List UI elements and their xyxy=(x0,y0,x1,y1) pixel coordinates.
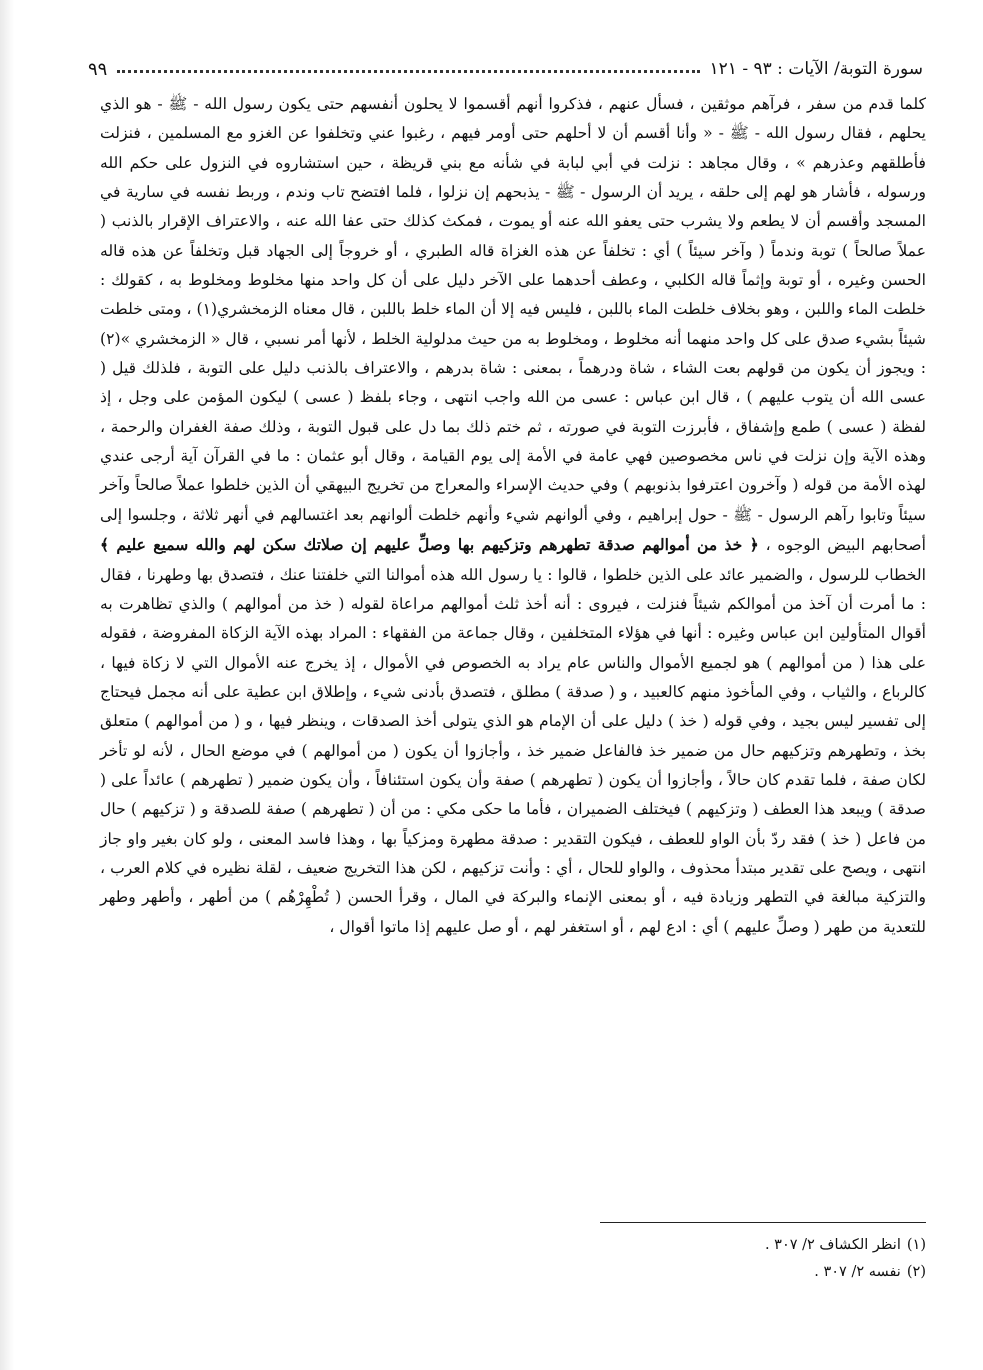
running-head xyxy=(88,56,923,82)
running-title: سورة التوبة/ الآيات : ٩٣ - ١٢١ xyxy=(709,59,923,79)
leader-dots xyxy=(117,70,699,73)
footnote xyxy=(426,1259,926,1286)
footnotes xyxy=(426,1232,926,1286)
footnote-text: انظر الكشاف ٢/ ٣٠٧ . xyxy=(764,1237,901,1253)
quran-verse: ﴿ خذ من أموالهم صدقة تطهرهم وتزكيهم بها وصلِّ عليهم إن صلاتك سكن لهم والله سميع عليم ﴾ xyxy=(100,535,759,555)
footnote-marker: (٢) xyxy=(906,1264,926,1280)
page-number: ٩٩ xyxy=(88,58,108,80)
main-text xyxy=(100,90,926,942)
footnote xyxy=(426,1232,926,1259)
intro-text: كلما قدم من سفر ، فرآهم موثقين ، فسأل عنهم ، فذكروا أنهم أقسموا لا يحلون أنفسهم حتى يكون رسول الله - ﷺ - هو الذي يحلهم ، فقال رسول الله - ﷺ - « وأنا أقسم أن لا أحلهم حتى أومر فيهم ، رغبوا عني وتخلفوا عن الغزو مع المسلمين ، فنزلت فأطلقهم وعذرهم » ، وقال مجاهد : نزلت في أبي لبابة في شأنه مع بني قريظة ، حين استشاروه في النزول على حكم الله ورسوله ، فأشار هو لهم إلى حلقه ، يريد أن الرسول - ﷺ - يذبحهم إن نزلوا ، فلما افتضح تاب وندم ، وربط نفسه في سارية في المسجد وأقسم أن لا يطعم ولا يشرب حتى يعفو الله عنه أو يموت ، فمكث كذلك حتى عفا الله عنه ، والاعتراف الإقرار بالذنب ( عملاً صالحاً ) توبة وندماً ( وآخر سيئاً ) أي : تخلفاً عن هذه الغزاة قاله الطبري ، أو خروجاً إلى الجهاد قبل وتخلفاً عن هذه قاله الحسن وغيره ، أو توبة وإثماً قاله الكلبي ، وعطف أحدهما على الآخر دليل على أن كل واحد منها مخلوط ومخلوط به ، كقولك : خلطت الماء واللبن ، وهو بخلاف خلطت الماء باللبن ، فليس فيه إلا أن الماء خلط باللبن ، قال معناه الزمخشري(١) ، ومتى خلطت شيئاً بشيء صدق على كل واحد منهما أنه مخلوط ، ومخلوط به من حيث مدلولية الخلط ، لأنها أمر نسبي ، قال « الزمخشري »(٢) : ويجوز أن يكون من قولهم بعت الشاء ، شاة ودرهماً ، بمعنى : شاة بدرهم ، والاعتراف بالذنب دليل على التوبة ، فلذلك قيل ( عسى الله أن يتوب عليهم ) ، قال ابن عباس : عسى من الله واجب انتهى ، وجاء بلفظ ( عسى ) ليكون المؤمن على وجل ، إذ لفظة ( عسى ) طمع وإشفاق ، فأبرزت التوبة في صورته ، ثم ختم ذلك بما دل على قبول التوبة ، وذلك صفة الغفران والرحمة ، وهذه الآية وإن نزلت في ناس مخصوصين فهي عامة في الأمة إلى يوم القيامة ، وقال أبو عثمان : ما في القرآن آية أرجى عندي لهذه الأمة من قوله ( وآخرون اعترفوا بذنوبهم ) وفي حديث الإسراء والمعراج من تخريج البيهقي أن الذين خلطوا عملاً صالحاً وآخر سيئاً وتابوا رآهم الرسول - ﷺ - حول إبراهيم ، وفي ألوانهم شيء وأنهم خلطت ألوانهم بعد اغتسالهم في أنهر ثلاثة ، وجلسوا إلى أصحابهم البيض الوجوه ، xyxy=(100,95,927,555)
commentary-text: الخطاب للرسول ، والضمير عائد على الذين خلطوا ، قالوا : يا رسول الله هذه أموالنا التي خلفتنا عنك ، فتصدق بها وطهرنا ، فقال : ما أمرت أن آخذ من أموالكم شيئاً فنزلت ، فيروى : أنه أخذ ثلث أموالهم مراعاة لقوله ( خذ من أموالهم ) والذي تظاهرت به أقوال المتأولين ابن عباس وغيره : أنها في هؤلاء المتخلفين ، وقال جماعة من الفقهاء : المراد بهذه الآية الزكاة المفروضة ، فقوله على هذا ( من أموالهم ) هو لجميع الأموال والناس عام يراد به الخصوص في الأموال ، إذ يخرج عنه الأموال التي لا زكاة فيها ، كالرباع ، والثياب ، وفي المأخوذ منهم كالعبيد ، و ( صدقة ) مطلق ، فتصدق بأدنى شيء ، وإطلاق ابن عطية على أنه مجمل فيحتاج إلى تفسير ليس بجيد ، وفي قوله ( خذ ) دليل على أن الإمام هو الذي يتولى أخذ الصدقات ، وينظر فيها ، و ( من أموالهم ) متعلق بخذ ، وتطهرهم وتزكيهم حال من ضمير خذ فالفاعل ضمير خذ ، وأجازوا أن يكون ( من أموالهم ) في موضع الحال ، لأنه لو تأخر لكان صفة ، فلما تقدم كان حالاً ، وأجازوا أن يكون ( تطهرهم ) صفة وأن يكون استئنافاً ، وأن يكون ضمير ( تطهرهم ) عائداً على ( صدقة ) ويبعد هذا العطف ( وتزكيهم ) فيختلف الضميران ، فأما ما حكى مكي : من أن ( تطهرهم ) صفة للصدقة و ( تزكيهم ) حال من فاعل ( خذ ) فقد ردّ بأن الواو للعطف ، فيكون التقدير : صدقة مطهرة ومزكياً بها ، وهذا فاسد المعنى ، ولو كان بغير واو جاز انتهى ، ويصح على تقدير مبتدأ محذوف ، والواو للحال ، أي : وأنت تزكيهم ، لكن هذا التخريج ضعيف ، لقلة نظيره في كلام العرب ، والتزكية مبالغة في التطهر وزيادة فيه ، أو بمعنى الإنماء والبركة في المال ، وقرأ الحسن ( تُطْهِرْهُم ) من أطهر ، وأطهر وطهر للتعدية من طهر ( وصلِّ عليهم ) أي : ادع لهم ، أو استغفر لهم ، أو صل عليهم إذا ماتوا أقوال ، xyxy=(100,565,927,936)
scan-edge-shadow xyxy=(0,0,14,1370)
footnote-marker: (١) xyxy=(906,1237,926,1253)
body-paragraph xyxy=(100,90,926,942)
footnote-separator xyxy=(600,1222,926,1223)
footnote-text: نفسه ٢/ ٣٠٧ . xyxy=(814,1264,901,1280)
